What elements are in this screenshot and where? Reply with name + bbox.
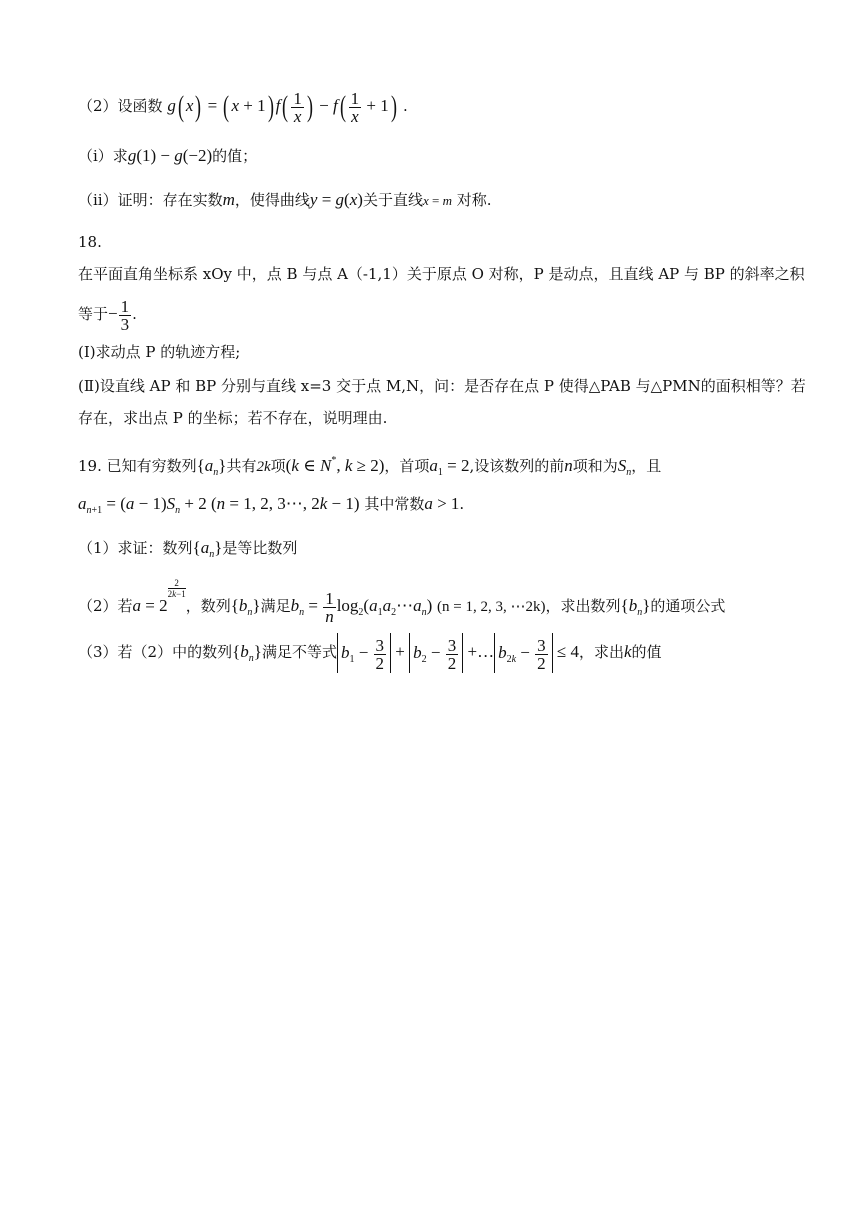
q19-recur-cond: a > 1 xyxy=(424,494,460,513)
q19-intro-c: 项 xyxy=(270,457,286,475)
q19-intro-d: ，首项 xyxy=(384,457,430,475)
q19-p1-prefix: （1）求证：数列 xyxy=(78,539,193,557)
q17-part2-formula: g( x) = ( x + 1) f( $\frac{1}{x}$ ) − f( $\frac{1}{x}$ + 1) xyxy=(167,88,397,126)
q19-intro-cond: (k ∈ N*, k ≥ 2) xyxy=(285,455,385,475)
q18-line2-suffix: . xyxy=(132,305,137,323)
q19-intro-2k: 2k xyxy=(256,459,271,475)
q19-seq-a: $\{a_n\}$ xyxy=(196,456,227,478)
q19-recur-formula: $a_{n+1} = (a - 1)S_n + 2$ (n = 1, 2, 3⋯, 2k − 1) xyxy=(78,494,360,516)
q17-part2-line xyxy=(78,86,800,126)
q19-p2-a-def: a = 2 $\frac{2}{2k-1}$ xyxy=(132,578,186,615)
q19-p2-mid2: 满足 xyxy=(260,597,291,615)
q17-part-i-line xyxy=(78,146,800,166)
q19-recur-suffix-a: 其中常数 xyxy=(364,495,425,513)
q19-intro-sn: $S_n$ xyxy=(617,456,632,478)
q17-part-ii-var: m xyxy=(222,190,235,209)
q19-p3-prefix: （3）若（2）中的数列 xyxy=(78,643,233,661)
q18-part1: (Ⅰ)求动点 P 的轨迹方程; xyxy=(78,343,241,361)
q19-p2-seq-b2: $\{b_n\}$ xyxy=(620,596,651,618)
q19-intro-b: 共有 xyxy=(226,457,257,475)
q19-p1-seq: $\{a_n\}$ xyxy=(192,538,223,560)
q17-part2-suffix: . xyxy=(403,97,408,115)
q19-p3-seq-b: $\{b_n\}$ xyxy=(232,642,262,664)
q17-part-ii-line-eq: x = m xyxy=(422,193,452,208)
q18-line2-prefix: 等于 xyxy=(78,305,109,323)
q17-part-ii-curve: y = g(x) xyxy=(309,190,363,209)
q17-part-i-prefix: （ⅰ）求 xyxy=(78,147,128,165)
q18-frac-num: 1 xyxy=(120,296,130,316)
q17-part-i-formula: g(1) − g(−2) xyxy=(127,146,213,165)
q18-part2-line1: (Ⅱ)设直线 AP 和 BP 分别与直线 x=3 交于点 M,N，问：是否存在点 P 使得△PAB 与△PMN的面积相等？若 xyxy=(78,377,806,395)
q18-frac-den: 3 xyxy=(120,314,130,334)
q19-p2-seq-b: $\{b_n\}$ xyxy=(230,596,261,618)
q19-p2-prefix: （2）若 xyxy=(78,597,133,615)
q18-number: 18. xyxy=(78,233,102,251)
q19-p2-suffix: 的通项公式 xyxy=(650,597,726,615)
q19-intro-e: ,设该数列的前 xyxy=(469,457,565,475)
q19-recur-suffix-b: . xyxy=(459,495,465,513)
q19-p3-suffix: 的值 xyxy=(631,643,662,661)
q19-p3-inequality: $b_1$ − $\frac{3}{2}$ + $b_2$ − $\frac{3}{2}$ +… $b_{2k}$ − $\frac{3}{2}$ ≤ 4 xyxy=(337,642,579,661)
q19-p3-k: k xyxy=(623,642,632,661)
q19-p1-suffix: 是等比数列 xyxy=(222,539,298,557)
q19-p2-mid: ，数列 xyxy=(185,597,231,615)
q17-part-ii-suffix: 对称. xyxy=(456,191,492,209)
q19-intro-line xyxy=(78,446,800,476)
q19-p3-mid: 满足不等式 xyxy=(261,643,337,661)
q19-intro-a1: $a_1 = 2$ xyxy=(429,456,470,478)
q19-p2-formula: $b_n$ = $\frac{1}{n}$ $\log_2(a_1a_2\cdots a_n)$ xyxy=(290,588,433,626)
q18-line2: 等于− $\frac{1}{3}$ . xyxy=(78,296,137,334)
q19-intro-g: ，且 xyxy=(631,457,662,475)
q18-fraction xyxy=(119,298,132,333)
q18-part2-line2: 存在，求出点 P 的坐标；若不存在，说明理由. xyxy=(78,409,388,427)
q19-p2-mid3: ，求出数列 xyxy=(545,597,621,615)
q17-part-ii-mid2: 关于直线 xyxy=(362,191,423,209)
q17-part-i-suffix: 的值； xyxy=(212,147,258,165)
q17-part-ii-mid: ，使得曲线 xyxy=(234,191,310,209)
q19-p3-le: ≤ 4 xyxy=(556,642,579,661)
q19-p3-mid2: ，求出 xyxy=(578,643,624,661)
q19-intro-f: 项和为 xyxy=(572,457,618,475)
q19-intro-n: n xyxy=(564,456,573,475)
q19-intro-a: 19. 已知有穷数列 xyxy=(78,457,197,475)
q19-part3-line xyxy=(78,630,800,674)
q19-recur-line xyxy=(78,494,800,521)
q19-part1-line xyxy=(78,538,800,565)
q19-p2-range: (n = 1, 2, 3, ⋯2k) xyxy=(437,599,546,615)
q19-part2-line xyxy=(78,578,800,626)
q18-line1: 在平面直角坐标系 xOy 中，点 B 与点 A（-1,1）关于原点 O 对称，P 是动点，且直线 AP 与 BP 的斜率之积 xyxy=(78,265,805,283)
q17-part-ii-line xyxy=(78,190,800,211)
q17-part2-prefix: （2）设函数 xyxy=(78,97,163,115)
q17-part-ii-prefix: （ⅱ）证明：存在实数 xyxy=(78,191,223,209)
